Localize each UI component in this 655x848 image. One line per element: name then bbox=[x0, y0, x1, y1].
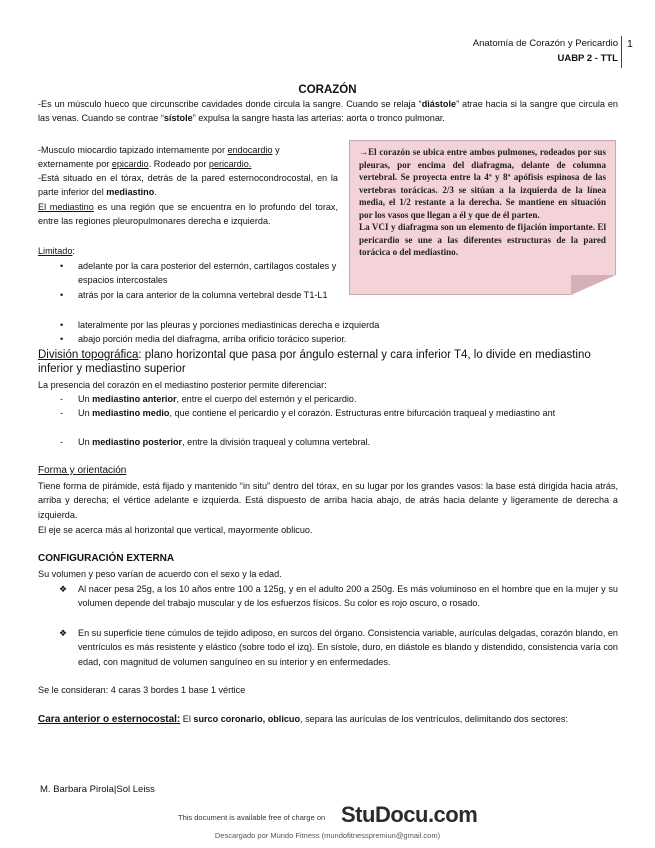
eje-text: El eje se acerca más al horizontal que vertical, mayormente oblicuo. bbox=[38, 525, 313, 535]
list-item: lateralmente por las pleuras y porciones mediastinicas derecha e izquierda bbox=[78, 320, 380, 330]
forma-paragraph: Tiene forma de pirámide, está fijado y mantenido “in situ” dentro del tórax, en su lugar por los grandes vasos: la base está dirigida hacia atrás, arriba y derecha; el vértice adelante e izquierda. Está dispuesto de arriba hacia abajo, de atrás hacia delante y ligeramente de derecha a izquierda. bbox=[38, 481, 618, 520]
header-subtitle: UABP 2 - TTL bbox=[557, 53, 618, 64]
note-text: →El corazón se ubica entre ambos pulmones, rodeados por sus pleuras, por encima del diafragma, delante de columna vertebral. Se proyecta entre la 4ª y 8ª apófisis espinosa de las vertebras torácicas. 2/3 se sitúan a la izquierda de la línea media, el 1/2 restante a la derecha. Se mantiene en situación por los vasos que llegan a él y que de él parten. bbox=[359, 147, 606, 220]
consider-text: Se le consideran: 4 caras 3 bordes 1 base 1 vértice bbox=[38, 685, 246, 695]
list-item: adelante por la cara posterior del esternón, cartílagos costales y espacios intercostales bbox=[78, 261, 337, 286]
section-heading-forma: Forma y orientación bbox=[38, 465, 127, 476]
bullet-dot: • bbox=[60, 334, 64, 344]
bullet-dot: • bbox=[60, 290, 64, 300]
dash-marker: - bbox=[60, 408, 64, 418]
studocu-available-text: This document is available free of charge on bbox=[178, 813, 326, 822]
list-item: Un mediastino posterior, entre la división traqueal y columna vertebral. bbox=[78, 437, 371, 447]
sticky-note bbox=[349, 140, 616, 295]
miocardio-paragraph: -Musculo miocardio tapizado internamente por endocardio y externamente por epicardio. Rodeado por pericardio. bbox=[38, 145, 280, 170]
situado-paragraph: -Está situado en el tórax, detrás de la pared esternocondrocostal, en la parte inferior del mediastino. bbox=[38, 173, 338, 198]
diamond-bullet-icon: ❖ bbox=[59, 628, 68, 638]
page-title: CORAZÓN bbox=[298, 84, 357, 96]
limitado-label: Limitado: bbox=[38, 246, 75, 256]
list-item: En su superficie tiene cúmulos de tejido adiposo, en surcos del órgano. Consistencia variable, aurículas delgadas, corazón blando, en ventrículos es más resistente y elástico (sobre todo el izq). En sístole, duro, en diástole es blando y distendido, consistencia varía con edad, con magnitud de volumen sanguíneo en su interior y en enfermedades. bbox=[78, 628, 618, 667]
bullet-dot: • bbox=[60, 261, 64, 271]
page-number: 1 bbox=[627, 38, 633, 50]
download-credit: Descargado por Mundo Fitness (mundofitnesspremiun@gmail.com) bbox=[214, 831, 441, 840]
list-item: atrás por la cara anterior de la columna vertebral desde T1-L1 bbox=[78, 290, 328, 300]
mediastino-paragraph: El mediastino es una región que se encuentra en lo profundo del torax, entre las regiones pleuropulmonares derecha e izquierda. bbox=[38, 202, 339, 227]
list-item: Un mediastino medio, que contiene el pericardio y el corazón. Estructuras entre bifurcación traqueal y mediastino ant bbox=[78, 408, 556, 418]
dash-marker: - bbox=[60, 437, 64, 447]
header-divider bbox=[621, 36, 622, 68]
note-fold-corner bbox=[571, 275, 616, 295]
division-topografica: División topográfica: plano horizontal que pasa por ángulo esternal y cara inferior T4, lo divide en mediastino inferior y mediastino superior bbox=[38, 349, 591, 375]
note-text-2: La VCI y diafragma son un elemento de fijación importante. El pericardio se une a las diferentes estructuras de la pared torácica o del mediastino. bbox=[359, 222, 606, 257]
list-item: abajo porción media del diafragma, arriba orificio torácico superior. bbox=[78, 334, 347, 344]
bullet-dot: • bbox=[60, 320, 64, 330]
config-intro: Su volumen y peso varían de acuerdo con el sexo y la edad. bbox=[38, 569, 282, 579]
cara-anterior-paragraph: Cara anterior o esternocostal: El surco coronario, oblicuo, separa las aurículas de los ventrículos, delimitando dos sectores: bbox=[38, 714, 568, 725]
header-title: Anatomía de Corazón y Pericardio bbox=[472, 38, 618, 49]
intro-paragraph: -Es un músculo hueco que circunscribe cavidades donde circula la sangre. Cuando se relaja “diástole” atrae hacia si la sangre que circula en las venas. Cuando se contrae “sístole” expulsa la sangre hasta las arterias: aorta o tronco pulmonar. bbox=[38, 99, 618, 124]
dash-marker: - bbox=[60, 394, 64, 404]
presencia-text: La presencia del corazón en el mediastino posterior permite diferenciar: bbox=[38, 380, 327, 390]
diamond-bullet-icon: ❖ bbox=[59, 584, 68, 594]
list-item: Al nacer pesa 25g, a los 10 años entre 100 a 125g, y en el adulto 200 a 250g. Es más voluminoso en el hombre que en la mujer y su volumen depende del trabajo muscular y de los esfuerzos físicos. Su color es rojo oscuro, o rosado. bbox=[78, 584, 618, 609]
footer-authors: M. Barbara Pirola|Sol Leiss bbox=[40, 784, 155, 795]
studocu-logo[interactable]: StuDocu.com bbox=[341, 802, 478, 827]
list-item: Un mediastino anterior, entre el cuerpo del esternón y el pericardio. bbox=[78, 394, 357, 404]
section-heading-configuracion: CONFIGURACIÓN EXTERNA bbox=[38, 553, 175, 564]
